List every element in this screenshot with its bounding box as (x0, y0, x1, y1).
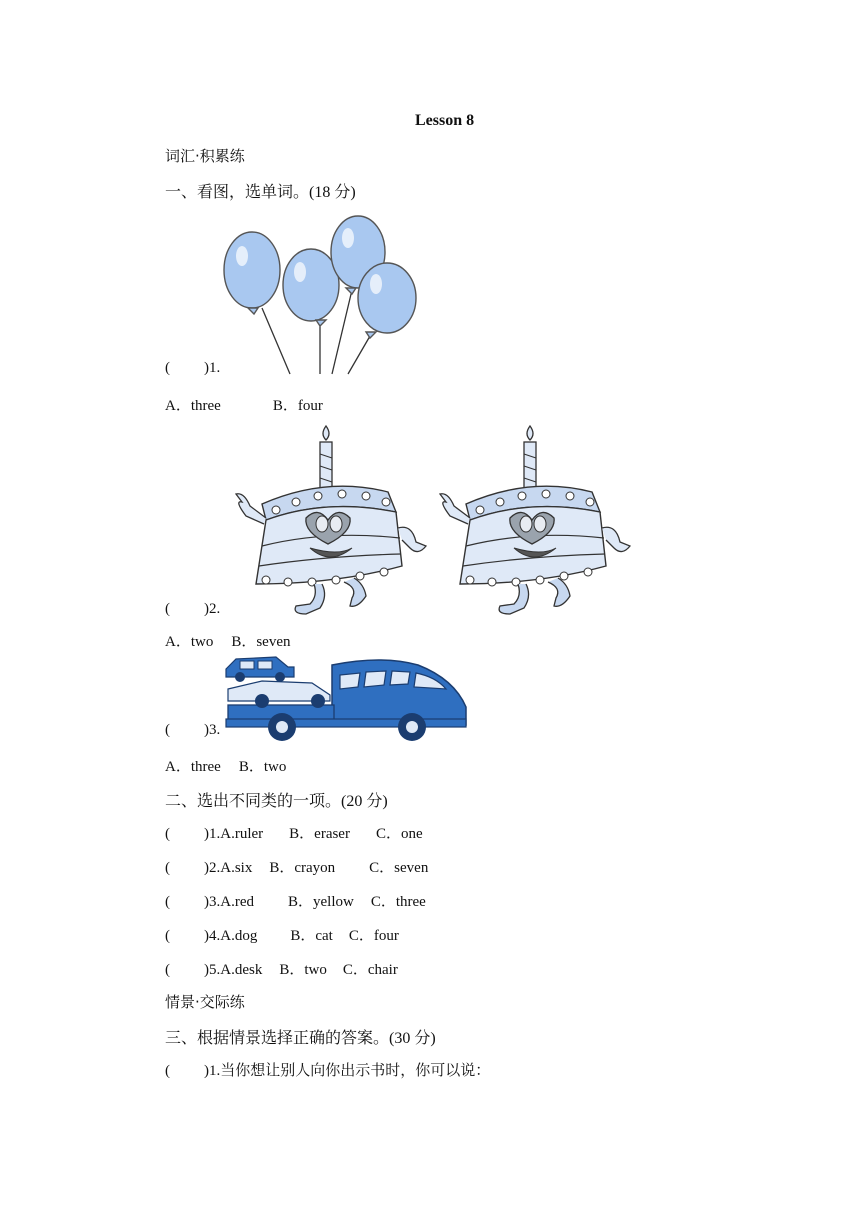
option-c[interactable]: C．one (375, 826, 423, 842)
question-number: )1. (204, 360, 221, 376)
page-title: Lesson 8 (415, 112, 475, 129)
part3-heading (165, 1025, 436, 1048)
option-b[interactable]: B．seven (231, 634, 291, 650)
answer-bracket[interactable]: ( (165, 928, 170, 944)
question-text: 当你想让别人向你出示书时，你可以说： (220, 1061, 491, 1079)
option-a[interactable]: )5.A.desk (204, 962, 263, 978)
question-number: )1. (204, 1063, 221, 1079)
part1-heading-text: 一、看图，选单词。 (165, 182, 310, 201)
part3-heading-text: 三、根据情景选择正确的答案。 (165, 1028, 390, 1047)
question-number: )3. (204, 722, 221, 738)
answer-bracket[interactable]: ( (165, 860, 170, 876)
option-b[interactable]: B．two (279, 962, 327, 978)
option-c[interactable]: C．four (348, 928, 399, 944)
option-b[interactable]: B．yellow (287, 894, 354, 910)
option-c[interactable]: C．chair (342, 962, 398, 978)
part1-question-3 (165, 722, 220, 739)
part1-options-1 (165, 394, 323, 415)
option-a[interactable]: )4.A.dog (204, 928, 258, 944)
part2-question-5 (165, 958, 398, 979)
option-c[interactable]: C．seven (369, 860, 429, 876)
part3-question-1 (165, 1059, 490, 1080)
answer-bracket[interactable]: ( (165, 360, 170, 376)
option-b[interactable]: B．cat (290, 928, 333, 944)
answer-bracket[interactable]: ( (165, 962, 170, 978)
part1-question-2 (165, 601, 220, 618)
answer-bracket[interactable]: ( (165, 826, 170, 842)
part2-question-3 (165, 890, 426, 911)
part2-heading-text: 二、选出不同类的一项。 (165, 791, 342, 810)
option-b[interactable]: B．four (272, 398, 323, 414)
cakes-image (226, 420, 631, 618)
answer-bracket[interactable]: ( (165, 894, 170, 910)
option-b[interactable]: B．crayon (269, 860, 336, 876)
option-a[interactable]: )1.A.ruler (204, 826, 264, 842)
answer-bracket[interactable]: ( (165, 601, 170, 617)
part2-question-4 (165, 924, 399, 945)
part1-score: (18 分) (309, 184, 356, 201)
part1-heading (165, 179, 356, 202)
answer-bracket[interactable]: ( (165, 1063, 170, 1079)
part2-question-2 (165, 856, 428, 877)
option-b[interactable]: B．two (238, 759, 287, 775)
part2-score: (20 分) (341, 793, 388, 810)
part1-question-1 (165, 360, 220, 377)
section-label-situation: 情景·交际练 (165, 993, 245, 1011)
part3-score: (30 分) (389, 1030, 436, 1047)
part2-heading (165, 788, 388, 811)
option-a[interactable]: A．two (165, 634, 214, 650)
option-b[interactable]: B．eraser (289, 826, 350, 842)
option-a[interactable]: )3.A.red (204, 894, 254, 910)
question-number: )2. (204, 601, 221, 617)
option-a[interactable]: A．three (165, 398, 221, 414)
part2-question-1 (165, 822, 423, 843)
car-carrier-truck-image (222, 655, 468, 743)
answer-bracket[interactable]: ( (165, 722, 170, 738)
balloons-image (220, 208, 420, 376)
part1-options-2 (165, 630, 291, 651)
part1-options-3 (165, 755, 286, 776)
section-label-vocab: 词汇·积累练 (165, 147, 245, 165)
option-c[interactable]: C．three (370, 894, 426, 910)
option-a[interactable]: A．three (165, 759, 221, 775)
option-a[interactable]: )2.A.six (204, 860, 253, 876)
